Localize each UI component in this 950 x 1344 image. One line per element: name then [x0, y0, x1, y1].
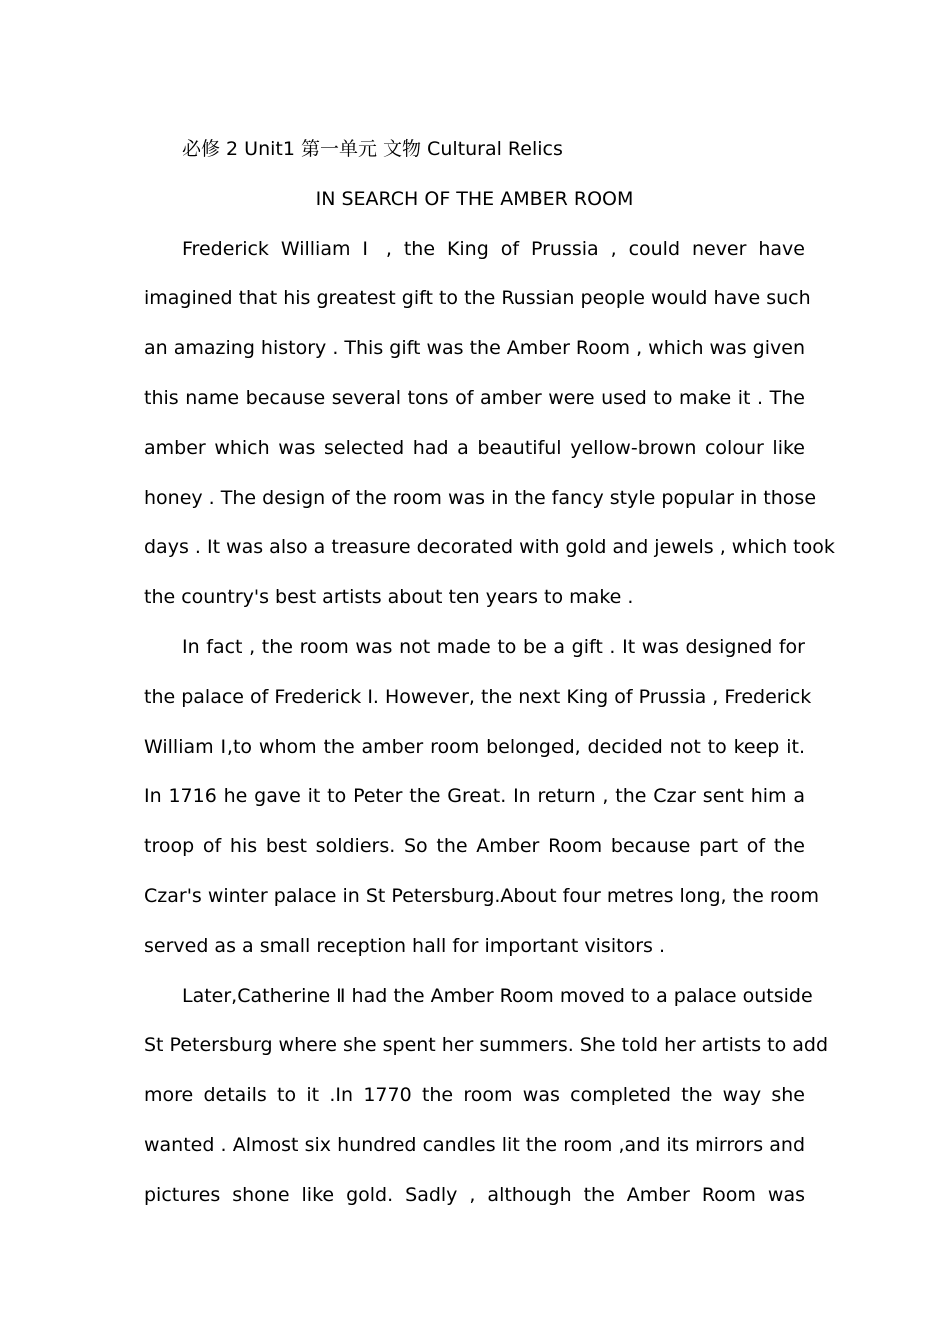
text-line: St Petersburg where she spent her summers. She told her artists to add [144, 1034, 829, 1057]
text-line: troop of his best soldiers. So the Amber Room because part of the [144, 835, 805, 858]
text-line: pictures shone like gold. Sadly , although the Amber Room was [144, 1183, 805, 1206]
document-title: IN SEARCH OF THE AMBER ROOM [315, 187, 634, 210]
text-line: this name because several tons of amber were used to make it . The [144, 386, 805, 409]
text-line: imagined that his greatest gift to the Russian people would have such [144, 287, 811, 310]
paragraph [144, 972, 829, 1221]
text-line: Czar's winter palace in St Petersburg.About four metres long, the room [144, 884, 819, 907]
text-line: William Ⅰ,to whom the amber room belonged, decided not to keep it. [144, 735, 805, 758]
text-line: the palace of Frederick Ⅰ. However, the next King of Prussia , Frederick [144, 685, 812, 708]
text-line: an amazing history . This gift was the Amber Room , which was given [144, 337, 805, 360]
paragraph [144, 225, 835, 623]
header-line: 必修 2 Unit1 第一单元 文物 Cultural Relics [182, 138, 563, 160]
text-line: served as a small reception hall for important visitors . [144, 934, 665, 957]
text-line: In fact , the room was not made to be a gift . It was designed for [182, 635, 805, 658]
text-line: honey . The design of the room was in the fancy style popular in those [144, 486, 817, 509]
text-line: amber which was selected had a beautiful yellow-brown colour like [144, 436, 805, 459]
text-line: more details to it .In 1770 the room was completed the way she [144, 1084, 805, 1107]
document-body [144, 125, 835, 1221]
text-line: In 1716 he gave it to Peter the Great. In return , the Czar sent him a [144, 785, 805, 808]
text-line: Later,Catherine Ⅱ had the Amber Room moved to a palace outside [182, 984, 813, 1007]
paragraph [144, 623, 819, 972]
text-line: Frederick William Ⅰ , the King of Prussia , could never have [182, 237, 805, 260]
text-line: wanted . Almost six hundred candles lit the room ,and its mirrors and [144, 1133, 805, 1156]
text-line: the country's best artists about ten years to make . [144, 586, 634, 609]
text-line: days . It was also a treasure decorated with gold and jewels , which took [144, 536, 835, 559]
